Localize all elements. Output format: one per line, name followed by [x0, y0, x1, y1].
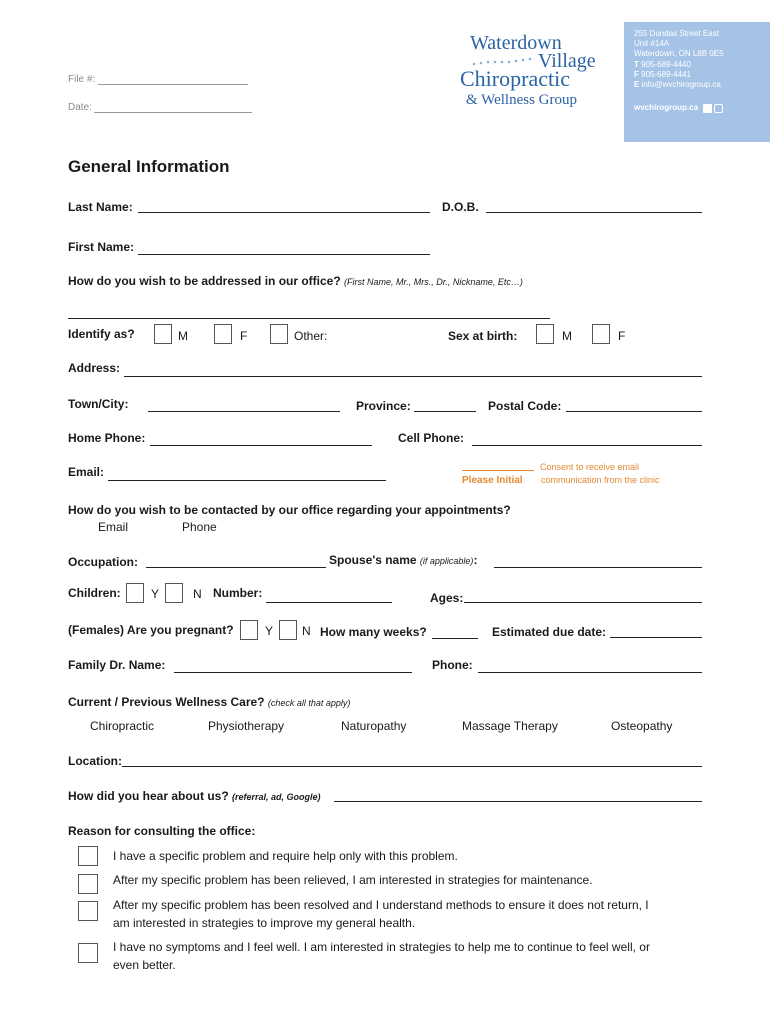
first-name-field[interactable]: [138, 254, 430, 255]
hear-about-question: How did you hear about us? (referral, ad, Google): [68, 789, 321, 803]
file-number-label: File #:: [68, 74, 96, 85]
logo-waterdown: Waterdown: [470, 32, 562, 54]
due-date-label: Estimated due date:: [492, 625, 607, 639]
reason-4-text-line1: I have no symptoms and I feel well. I am interested in strategies to help me to continue to feel well, or: [113, 940, 650, 954]
consent-line2: communication from the clinic: [541, 475, 660, 485]
wellness-care-hint: (check all that apply): [267, 698, 351, 708]
occupation-label: Occupation:: [68, 555, 139, 569]
spouse-name-label: Spouse's name (if applicable):: [329, 553, 478, 567]
identify-m-checkbox[interactable]: [154, 324, 172, 344]
pregnant-y-checkbox[interactable]: [240, 620, 258, 640]
phone-line: T 905-689-4440: [634, 60, 691, 69]
how-many-weeks-field[interactable]: [432, 638, 478, 639]
reason-2-text: After my specific problem has been relieved, I am interested in strategies for maintenance.: [113, 873, 593, 887]
children-label: Children:: [68, 586, 121, 600]
location-field[interactable]: [122, 766, 702, 767]
reason-1-text: I have a specific problem and require help only with this problem.: [113, 849, 458, 863]
contact-phone-option[interactable]: Phone: [182, 520, 217, 534]
dr-phone-label: Phone:: [432, 658, 473, 672]
sex-m-label: M: [562, 329, 572, 343]
children-n-checkbox[interactable]: [165, 583, 183, 603]
cell-phone-field[interactable]: [472, 445, 702, 446]
pregnant-label: (Females) Are you pregnant?: [68, 623, 234, 637]
sex-m-checkbox[interactable]: [536, 324, 554, 344]
identify-other-label: Other:: [294, 329, 328, 343]
care-option-osteopathy[interactable]: Osteopathy: [611, 719, 673, 733]
reason-3-text-line1: After my specific problem has been resolved and I understand methods to ensure it does not return, I: [113, 898, 649, 912]
address-label: Address:: [68, 361, 121, 375]
due-date-field[interactable]: [610, 637, 702, 638]
dr-phone-field[interactable]: [478, 672, 702, 673]
last-name-label: Last Name:: [68, 200, 133, 214]
reason-4-text-line2: even better.: [113, 958, 176, 972]
identify-as-label: Identify as?: [68, 327, 135, 341]
number-field[interactable]: [266, 602, 392, 603]
reason-1-checkbox[interactable]: [78, 846, 98, 866]
facebook-icon[interactable]: [703, 104, 712, 113]
initial-field[interactable]: [462, 470, 534, 471]
identify-m-label: M: [178, 329, 188, 343]
identify-f-label: F: [240, 329, 248, 343]
address-line1: 255 Dundas Street East: [634, 29, 719, 38]
cell-phone-label: Cell Phone:: [398, 431, 465, 445]
last-name-field[interactable]: [138, 212, 430, 213]
address-line2: Unit #14A: [634, 39, 670, 48]
sex-f-label: F: [618, 329, 626, 343]
wellness-care-question: Current / Previous Wellness Care? (check all that apply): [68, 695, 351, 709]
instagram-icon[interactable]: [714, 104, 723, 113]
address-field[interactable]: [124, 376, 702, 377]
care-option-massage-therapy[interactable]: Massage Therapy: [462, 719, 558, 733]
addressed-field[interactable]: [68, 318, 550, 319]
children-y-checkbox[interactable]: [126, 583, 144, 603]
identify-f-checkbox[interactable]: [214, 324, 232, 344]
reason-title: Reason for consulting the office:: [68, 824, 256, 838]
website-link[interactable]: wvchirogroup.ca: [634, 103, 699, 112]
number-label: Number:: [213, 586, 263, 600]
sex-at-birth-label: Sex at birth:: [448, 329, 518, 343]
family-dr-field[interactable]: [174, 672, 412, 673]
addressed-question: How do you wish to be addressed in our office? (First Name, Mr., Mrs., Dr., Nickname, Etc…): [68, 274, 523, 288]
home-phone-field[interactable]: [150, 445, 372, 446]
home-phone-label: Home Phone:: [68, 431, 146, 445]
consent-line1: Consent to receive email: [540, 462, 640, 472]
sex-f-checkbox[interactable]: [592, 324, 610, 344]
reason-4-checkbox[interactable]: [78, 943, 98, 963]
family-dr-label: Family Dr. Name:: [68, 658, 166, 672]
pregnant-n-label: N: [302, 624, 311, 638]
location-label: Location:: [68, 754, 122, 768]
spouse-name-field[interactable]: [494, 567, 702, 568]
postal-code-field[interactable]: [566, 411, 702, 412]
contact-email-option[interactable]: Email: [98, 520, 129, 534]
pregnant-y-label: Y: [265, 624, 274, 638]
dob-label: D.O.B.: [442, 200, 479, 214]
children-n-label: N: [193, 587, 202, 601]
care-option-chiropractic[interactable]: Chiropractic: [90, 719, 155, 733]
logo-chiropractic: Chiropractic: [460, 66, 570, 91]
logo-dots-icon: [470, 54, 536, 68]
dob-field[interactable]: [486, 212, 702, 213]
first-name-label: First Name:: [68, 240, 135, 254]
town-city-field[interactable]: [148, 411, 340, 412]
reason-2-checkbox[interactable]: [78, 874, 98, 894]
postal-code-label: Postal Code:: [488, 399, 562, 413]
identify-other-checkbox[interactable]: [270, 324, 288, 344]
contact-question: How do you wish to be contacted by our office regarding your appointments?: [68, 503, 511, 517]
email-line: E info@wvchirogroup.ca: [634, 80, 721, 89]
fax-line: F 905-689-4441: [634, 70, 691, 79]
email-label: Email:: [68, 465, 105, 479]
occupation-field[interactable]: [146, 567, 326, 568]
file-number-field[interactable]: [98, 84, 248, 85]
town-city-label: Town/City:: [68, 397, 129, 411]
children-y-label: Y: [151, 587, 160, 601]
logo-wellness-group: & Wellness Group: [466, 92, 578, 108]
care-option-naturopathy[interactable]: Naturopathy: [341, 719, 407, 733]
ages-field[interactable]: [464, 602, 702, 603]
province-label: Province:: [356, 399, 411, 413]
date-label: Date:: [68, 102, 92, 113]
reason-3-text-line2: am interested in strategies to improve my general health.: [113, 916, 416, 930]
hear-about-field[interactable]: [334, 801, 702, 802]
reason-3-checkbox[interactable]: [78, 901, 98, 921]
date-field[interactable]: [94, 112, 252, 113]
ages-label: Ages:: [430, 591, 464, 605]
email-field[interactable]: [108, 480, 386, 481]
page-title: General Information: [68, 157, 230, 176]
pregnant-n-checkbox[interactable]: [279, 620, 297, 640]
logo-village: Village: [538, 50, 596, 72]
care-option-physiotherapy[interactable]: Physiotherapy: [208, 719, 285, 733]
please-initial-label: Please Initial: [462, 475, 523, 486]
address-line3: Waterdown, ON L8B 0E5: [634, 49, 724, 58]
province-field[interactable]: [414, 411, 476, 412]
how-many-weeks-label: How many weeks?: [320, 625, 427, 639]
